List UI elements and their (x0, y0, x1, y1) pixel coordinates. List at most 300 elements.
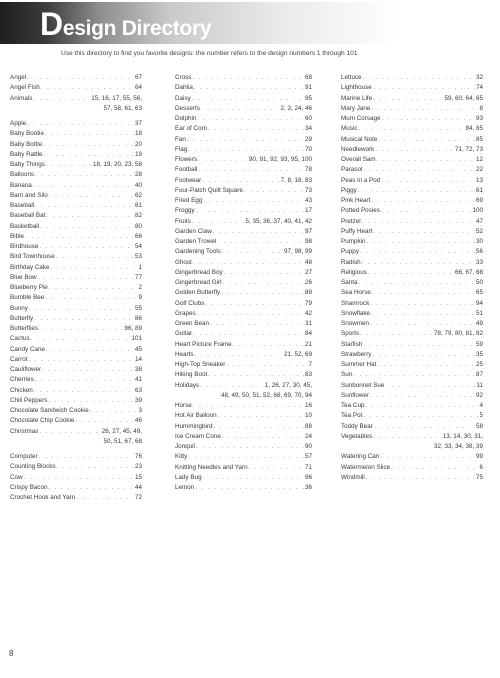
entry-design-numbers: 65 (475, 289, 483, 297)
entry-design-numbers: 85 (475, 135, 483, 143)
dot-leader (46, 345, 134, 355)
entry-design-numbers: 18 (134, 130, 142, 138)
entry-design-numbers: 100 (472, 207, 483, 215)
entry-design-numbers: 4 (479, 402, 483, 409)
entry-name: Carrot (10, 355, 28, 363)
entry-design-numbers: 57 (304, 453, 312, 461)
directory-entry (175, 278, 312, 288)
entry-name: Baby Rattle (10, 150, 43, 158)
entry-name: Desserts (175, 104, 200, 112)
entry-design-numbers: 52 (475, 227, 483, 235)
dot-leader (195, 350, 283, 360)
dot-leader (39, 242, 134, 252)
directory-entry (341, 350, 483, 360)
dot-leader (39, 452, 134, 462)
entry-name: Blueberry Pie (10, 284, 48, 291)
directory-entry (341, 227, 483, 237)
entry-design-numbers: 95 (304, 94, 312, 102)
directory-entry (175, 442, 312, 452)
entry-design-numbers: 93 (475, 115, 483, 122)
dot-leader (375, 145, 454, 155)
entry-name: Sunbonnet Sue (341, 381, 385, 389)
entry-design-numbers: 44 (134, 483, 142, 491)
directory-entry (175, 247, 312, 257)
entry-design-numbers: 16 (304, 402, 312, 409)
entry-name: Angel (10, 74, 27, 81)
directory-entry (10, 314, 142, 324)
entry-design-numbers: 39 (134, 396, 142, 404)
entry-name: Butterfly (10, 314, 34, 322)
entry-design-numbers: 97 (304, 227, 312, 235)
dot-leader (362, 258, 475, 268)
entry-design-numbers: 25 (475, 361, 483, 368)
entry-name: Music (341, 125, 358, 133)
directory-entry (10, 324, 142, 334)
entry-name: Ice Cream Cone (175, 432, 221, 440)
dot-leader (370, 299, 475, 309)
entry-design-numbers: 77 (134, 273, 142, 281)
entry-design-numbers: 51 (475, 309, 483, 317)
dot-leader (196, 442, 304, 452)
dot-leader (48, 396, 134, 406)
directory-entry (175, 299, 312, 309)
entry-name: Banana (10, 181, 32, 189)
directory-entry (175, 135, 312, 145)
dot-leader (382, 114, 475, 124)
entry-name: Pumpkin (341, 238, 366, 245)
entry-name: High-Top Sneaker (175, 361, 226, 368)
entry-design-numbers-continued: 48, 49, 50, 51, 52, 68, 69, 70, 94 (220, 391, 312, 399)
entry-name: Peas in a Pod (341, 176, 381, 184)
directory-entry (341, 247, 483, 257)
entry-name: Toddy Bear (341, 422, 373, 430)
entry-name: Gingerbread Girl (175, 279, 222, 286)
entry-design-numbers: 64 (134, 84, 142, 92)
directory-entry (10, 427, 142, 437)
entry-name: Daisy (175, 94, 191, 102)
entry-design-numbers: 61 (475, 186, 483, 194)
entry-name: Baseball (10, 202, 35, 209)
dot-leader (192, 94, 304, 104)
directory-entry (10, 293, 142, 303)
entry-design-numbers: 20 (134, 140, 142, 148)
entry-design-numbers: 62 (134, 191, 142, 199)
directory-entry (10, 129, 142, 139)
directory-entry (10, 452, 142, 462)
dot-leader (363, 340, 475, 350)
entry-design-numbers: 88 (304, 422, 312, 430)
entry-name: Ghost (175, 258, 192, 266)
dot-leader (378, 135, 475, 145)
entry-design-numbers: 15 (134, 473, 142, 481)
dot-leader (24, 473, 134, 483)
dot-leader (198, 165, 304, 175)
entry-name: Green Bean (175, 320, 209, 327)
directory-entry (10, 150, 142, 160)
entry-design-numbers: 1, 26, 27, 30, 45, (264, 381, 312, 389)
dot-leader (196, 206, 304, 216)
entry-name: Pretzel (341, 217, 361, 225)
entry-design-numbers: 53 (134, 253, 142, 261)
entry-design-numbers: 7 (308, 361, 312, 368)
dot-leader (221, 288, 304, 298)
entry-name: Garden Claw (175, 227, 212, 235)
entry-design-numbers: 3 (138, 407, 142, 414)
entry-design-numbers: 63 (134, 386, 142, 394)
dot-leader (377, 360, 475, 370)
entry-name: Piggy (341, 186, 357, 194)
dot-leader (217, 237, 304, 247)
entry-design-numbers: 1 (138, 263, 142, 271)
dot-leader (31, 334, 131, 344)
directory-entry (10, 263, 142, 273)
directory-entry (341, 186, 483, 196)
entry-name: Computer (10, 453, 38, 460)
dot-leader (358, 278, 475, 288)
directory-entry (341, 329, 483, 339)
entry-design-numbers: 26, 27, 45, 49, (101, 427, 142, 435)
entry-name: Snowflake (341, 309, 371, 317)
entry-design-numbers: 5 (479, 412, 483, 420)
dot-leader (188, 145, 304, 155)
directory-entry (341, 114, 483, 124)
entry-name: Counting Blocks (10, 463, 56, 471)
dot-leader (363, 73, 475, 83)
directory-entry (175, 124, 312, 134)
directory-entry (341, 145, 483, 155)
directory-entry (10, 273, 142, 283)
entry-design-numbers: 90 (304, 443, 312, 450)
dot-leader (353, 370, 475, 380)
directory-entry (341, 401, 483, 411)
entry-design-numbers: 35 (475, 350, 483, 358)
entry-design-numbers: 21, 52, 69 (283, 350, 312, 358)
dot-leader (222, 432, 304, 442)
entry-design-numbers: 43 (304, 197, 312, 204)
entry-name: Snowmen (341, 320, 370, 327)
directory-entry (175, 288, 312, 298)
dot-leader (187, 135, 304, 145)
directory-entry (10, 181, 142, 191)
directory-entry (341, 391, 483, 401)
dot-leader (370, 319, 475, 329)
directory-entry (10, 191, 142, 201)
entry-design-numbers: 38 (134, 366, 142, 373)
directory-entry (341, 452, 483, 462)
entry-name: Golden Butterfly (175, 289, 221, 297)
entry-name: Footwear (175, 176, 202, 184)
entry-name: Holidays (175, 381, 200, 389)
dot-leader (201, 104, 280, 114)
directory-entry (175, 360, 312, 370)
entry-name: Golf Clubs (175, 299, 205, 307)
directory-entry (175, 196, 312, 206)
dot-leader (57, 462, 134, 472)
dot-leader (193, 258, 304, 268)
entry-design-numbers: 91 (304, 84, 312, 92)
directory-entry (175, 463, 312, 473)
dot-leader (373, 94, 443, 104)
entry-design-numbers: 28 (134, 171, 142, 179)
title-drop-cap: D (40, 6, 63, 42)
entry-design-numbers: 69 (475, 197, 483, 204)
dot-leader (381, 206, 472, 216)
entry-name: Mary Jane (341, 104, 371, 112)
entry-design-numbers: 13, 14, 30, 31, (442, 432, 483, 440)
title-text: esign Directory (62, 17, 212, 40)
dot-leader (205, 299, 304, 309)
directory-entry (175, 329, 312, 339)
dot-leader (381, 176, 475, 186)
dot-leader (41, 83, 134, 93)
entry-design-numbers: 76 (134, 453, 142, 460)
dot-leader (365, 401, 478, 411)
directory-entry (10, 119, 142, 129)
dot-leader (34, 314, 134, 324)
dot-leader (194, 83, 304, 93)
entry-name: Musical Note (341, 135, 378, 143)
entry-name: Santa (341, 279, 358, 286)
entry-name: Apple (10, 120, 27, 127)
entry-name: Marine Life (341, 94, 373, 102)
directory-entry (341, 411, 483, 421)
entry-name: Lady Bug (175, 473, 202, 481)
entry-design-numbers: 72 (134, 494, 142, 501)
entry-design-numbers: 96 (304, 473, 312, 481)
dot-leader (233, 340, 304, 350)
directory-entry (10, 365, 142, 375)
dot-leader (195, 483, 304, 493)
dot-leader (358, 124, 464, 134)
dot-leader (377, 155, 475, 165)
dot-leader (33, 181, 134, 191)
dot-leader (35, 375, 134, 385)
entry-name: Birthday Cake (10, 263, 50, 271)
entry-name: Guitar (175, 330, 193, 338)
dot-leader (76, 493, 134, 503)
entry-design-numbers: 29 (304, 135, 312, 143)
entry-name: Chocolate Chip Cookie (10, 417, 75, 425)
directory-entry (175, 217, 312, 227)
entry-design-numbers: 49 (475, 320, 483, 327)
dot-leader (45, 129, 134, 139)
directory-entry (10, 386, 142, 396)
dot-leader (203, 196, 304, 206)
entry-design-numbers: 67 (134, 74, 142, 81)
entry-design-numbers: 30 (475, 238, 483, 245)
dot-leader (210, 319, 304, 329)
entry-design-numbers: 58 (475, 422, 483, 430)
dot-leader (46, 160, 92, 170)
directory-entry (10, 201, 142, 211)
entry-design-numbers: 83 (304, 371, 312, 379)
entry-design-numbers: 45 (134, 345, 142, 353)
dot-leader (46, 211, 134, 221)
entry-name: Cross (175, 74, 192, 81)
dot-leader (363, 165, 475, 175)
directory-entry (10, 396, 142, 406)
entry-design-numbers: 9 (138, 294, 142, 302)
entry-name: Cow (10, 473, 23, 481)
entry-name: Flowers (175, 156, 198, 163)
directory-column-1 (10, 73, 142, 503)
entry-name: Radish (341, 258, 361, 266)
entry-name: Potted Posies (341, 207, 380, 215)
directory-entry (175, 258, 312, 268)
entry-name: Puppy (341, 248, 359, 256)
directory-entry (10, 232, 142, 242)
directory-entry (341, 360, 483, 370)
entry-design-numbers: 70 (304, 145, 312, 153)
directory-entry (175, 176, 312, 186)
dot-leader (203, 473, 304, 483)
directory-entry (175, 83, 312, 93)
entry-design-numbers: 41 (134, 376, 142, 384)
dot-leader (27, 119, 134, 129)
dot-leader (213, 422, 304, 432)
dot-leader (373, 432, 442, 442)
entry-design-numbers: 6 (479, 463, 483, 471)
entry-design-numbers: 14 (134, 355, 142, 363)
directory-column-3 (341, 73, 483, 483)
entry-design-numbers: 74 (475, 84, 483, 92)
entry-design-numbers: 18, 19, 20, 23, 58 (92, 161, 142, 168)
entry-design-numbers: 99 (475, 453, 483, 461)
dot-leader (249, 463, 304, 473)
directory-entry (341, 422, 483, 432)
entry-design-numbers: 19 (134, 150, 142, 158)
entry-design-numbers: 71, 72, 73 (454, 145, 483, 153)
dot-leader (363, 411, 478, 421)
entry-design-numbers: 73 (304, 186, 312, 194)
dot-leader (192, 217, 245, 227)
entry-design-numbers: 59 (475, 340, 483, 348)
entry-design-numbers: 8 (479, 104, 483, 112)
entry-name: Cactus (10, 335, 30, 343)
entry-design-numbers: 56 (475, 248, 483, 256)
page-number: 8 (9, 649, 14, 658)
directory-entry (341, 473, 483, 483)
directory-entry (341, 237, 483, 247)
entry-name: Bird Townhouse (10, 253, 55, 261)
entry-design-numbers: 50 (475, 279, 483, 286)
directory-entry (341, 432, 483, 442)
entry-design-numbers: 71 (304, 463, 312, 471)
directory-entry (341, 319, 483, 329)
entry-name: Bumble Bee (10, 294, 45, 302)
dot-leader (38, 273, 134, 283)
dot-leader (360, 247, 475, 257)
entry-name: Horse (175, 402, 192, 409)
directory-entry (10, 94, 142, 104)
entry-design-numbers: 46 (134, 417, 142, 425)
entry-design-numbers: 92 (475, 391, 483, 399)
dot-leader (49, 283, 138, 293)
directory-entry (10, 375, 142, 385)
dot-leader (75, 416, 134, 426)
entry-design-numbers: 86 (134, 314, 142, 322)
dot-leader (372, 288, 475, 298)
directory-entry (341, 299, 483, 309)
directory-entry (341, 340, 483, 350)
entry-design-numbers: 7, 8, 18, 83 (280, 176, 312, 184)
directory-entry (341, 381, 483, 391)
directory-entry (341, 155, 483, 165)
directory-entry (10, 73, 142, 83)
dot-leader (49, 191, 134, 201)
entry-name: Strawberry (341, 350, 372, 358)
entry-design-numbers-continued: 57, 58, 61, 63 (103, 104, 142, 112)
dot-leader (222, 247, 283, 257)
entry-design-numbers: 37 (134, 120, 142, 127)
entry-name: Hiking Boot (175, 371, 208, 379)
dot-leader (208, 124, 304, 134)
dot-leader (48, 483, 134, 493)
entry-design-numbers: 13 (475, 176, 483, 184)
entry-design-numbers: 11 (476, 381, 483, 389)
entry-name: Flag (175, 145, 188, 153)
entry-design-numbers: 81 (134, 202, 142, 209)
entry-name: Angel Fish (10, 84, 40, 92)
entry-design-numbers: 66, 67, 68 (454, 268, 483, 276)
entry-design-numbers: 15, 16, 17, 55, 56, (91, 94, 142, 102)
dot-leader (39, 427, 100, 437)
directory-entry (10, 304, 142, 314)
directory-entry (10, 222, 142, 232)
entry-design-numbers: 22 (475, 166, 483, 174)
entry-name: Overall Sam (341, 156, 376, 163)
entry-design-numbers: 10 (304, 412, 312, 420)
entry-name: Lettuce (341, 74, 362, 81)
directory-entry (175, 473, 312, 483)
entry-design-numbers: 40 (134, 181, 142, 189)
directory-entry (341, 217, 483, 227)
directory-entry (175, 114, 312, 124)
entry-design-numbers: 80 (134, 222, 142, 230)
dot-leader (198, 155, 248, 165)
dot-leader (33, 94, 90, 104)
dot-leader (367, 237, 475, 247)
entry-design-numbers: 84, 85 (465, 125, 483, 133)
entry-design-numbers: 5, 35, 36, 37, 40, 41, 42 (245, 217, 312, 225)
directory-entry (175, 237, 312, 247)
dot-leader (44, 150, 134, 160)
dot-leader (374, 422, 475, 432)
directory-entry (341, 370, 483, 380)
directory-entry (10, 170, 142, 180)
directory-entry (341, 94, 483, 104)
entry-design-numbers: 84 (304, 330, 312, 338)
entry-name: Windmill (341, 473, 365, 481)
entry-name: Fruits (175, 217, 191, 225)
entry-design-numbers: 97, 98, 99 (283, 248, 312, 256)
dot-leader (223, 278, 304, 288)
directory-entry (341, 83, 483, 93)
dot-leader (360, 329, 433, 339)
directory-entry (175, 145, 312, 155)
dot-leader (371, 104, 478, 114)
dot-leader (200, 381, 264, 391)
dot-leader (370, 391, 475, 401)
directory-entry (10, 355, 142, 365)
entry-design-numbers: 12 (475, 156, 483, 163)
entry-name: Puffy Heart (341, 227, 373, 235)
dot-leader (56, 252, 134, 262)
dot-leader (362, 217, 475, 227)
entry-name: Four-Patch Quilt Square (175, 186, 243, 194)
entry-name: Candy Cane (10, 345, 46, 353)
entry-name: Gingerbread Boy (175, 268, 223, 276)
